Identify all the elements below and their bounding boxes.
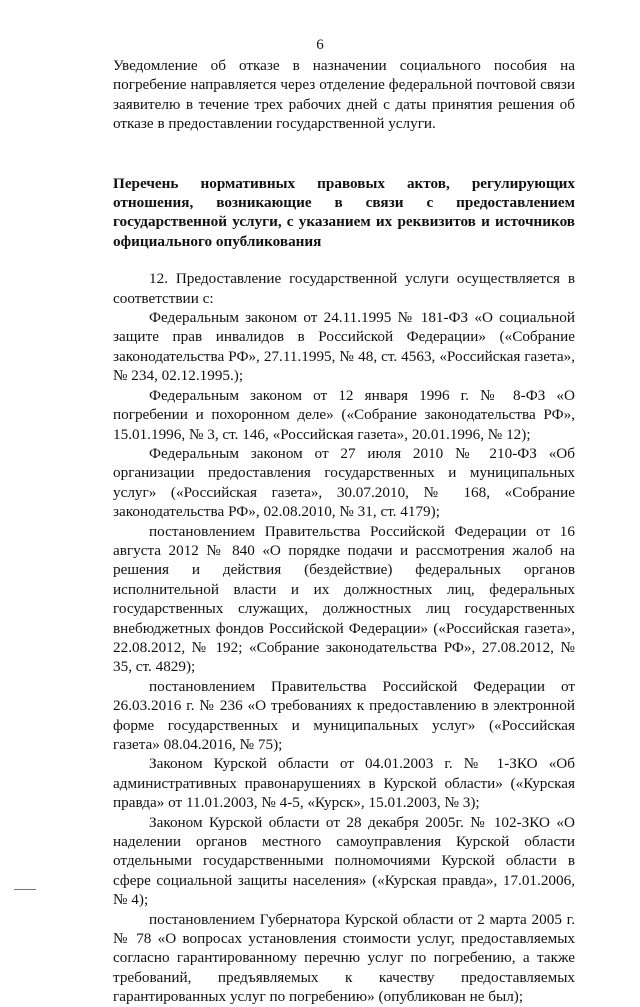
federal-law-8: Федеральным законом от 12 января 1996 г. № 8-ФЗ «О погребении и похоронном деле» («Собрание законодательства РФ», 15.01.1996, № 3, ст. 146, «Российская газета», 20.01.1996, № 12);: [113, 386, 575, 443]
footer-mark: [14, 889, 36, 890]
page-number: 6: [316, 37, 324, 53]
kursk-law-102-zko: Законом Курской области от 28 декабря 2005г. № 102-ЗКО «О наделении органов местного самоуправления Курской области отдельными государственными полномочиями Курской области в сфере социальной защиты населения» («Курская правда», 17.01.2006, № 4);: [113, 813, 575, 909]
federal-law-210: Федеральным законом от 27 июля 2010 № 210-ФЗ «Об организации предоставления государственных и муниципальных услуг» («Российская газета», 30.07.2010, № 168, «Собрание законодательства РФ», 02.08.2010, № 31, ст. 4179);: [113, 444, 575, 521]
section-heading: Перечень нормативных правовых актов, регулирующих отношения, возникающие в связи с предоставлением государственной услуги, с указанием их реквизитов и источников официального опубликования: [113, 174, 575, 250]
paragraph-12: 12. Предоставление государственной услуги осуществляется в соответствии с:: [113, 270, 575, 307]
refusal-notice-paragraph: Уведомление об отказе в назначении социального пособия на погребение направляется через отделение федеральной почтовой связи заявителю в течение трех рабочих дней с даты принятия решения об отказе в предоставлении государственной услуги.: [113, 57, 575, 133]
government-resolution-840: постановлением Правительства Российской Федерации от 16 августа 2012 № 840 «О порядке подачи и рассмотрения жалоб на решения и действия (бездействие) федеральных органов исполнительной власти и их должностных лиц, федеральных государственных служащих, должностных лиц государственных внебюджетных фондов Российской Федерации» («Российская газета», 22.08.2012, № 192; «Собрание законодательства РФ», 27.08.2012, № 35, ст. 4829);: [113, 522, 575, 676]
federal-law-181: Федеральным законом от 24.11.1995 № 181-ФЗ «О социальной защите прав инвалидов в Российской Федерации» («Собрание законодательства РФ», 27.11.1995, № 48, ст. 4563, «Российская газета», № 234, 02.12.1995.);: [113, 309, 575, 385]
document-body: [113, 56, 575, 1007]
kursk-law-1-zko: Законом Курской области от 04.01.2003 г. № 1-ЗКО «Об административных правонарушениях в Курской области» («Курская правда» от 11.01.2003, № 4-5, «Курск», 15.01.2003, № 3);: [113, 755, 575, 812]
government-resolution-236: постановлением Правительства Российской Федерации от 26.03.2016 г. № 236 «О требованиях к предоставлению в электронной форме государственных и муниципальных услуг» («Российская газета» 08.04.2016, № 75);: [113, 677, 575, 753]
governor-resolution-78: постановлением Губернатора Курской области от 2 марта 2005 г. № 78 «О вопросах установления стоимости услуг, предоставляемых согласно гарантированному перечню услуг по погребению, а также требований, предъявляемых к качеству предоставляемых гарантированных услуг по погребению» (опубликован не был);: [113, 910, 575, 1006]
